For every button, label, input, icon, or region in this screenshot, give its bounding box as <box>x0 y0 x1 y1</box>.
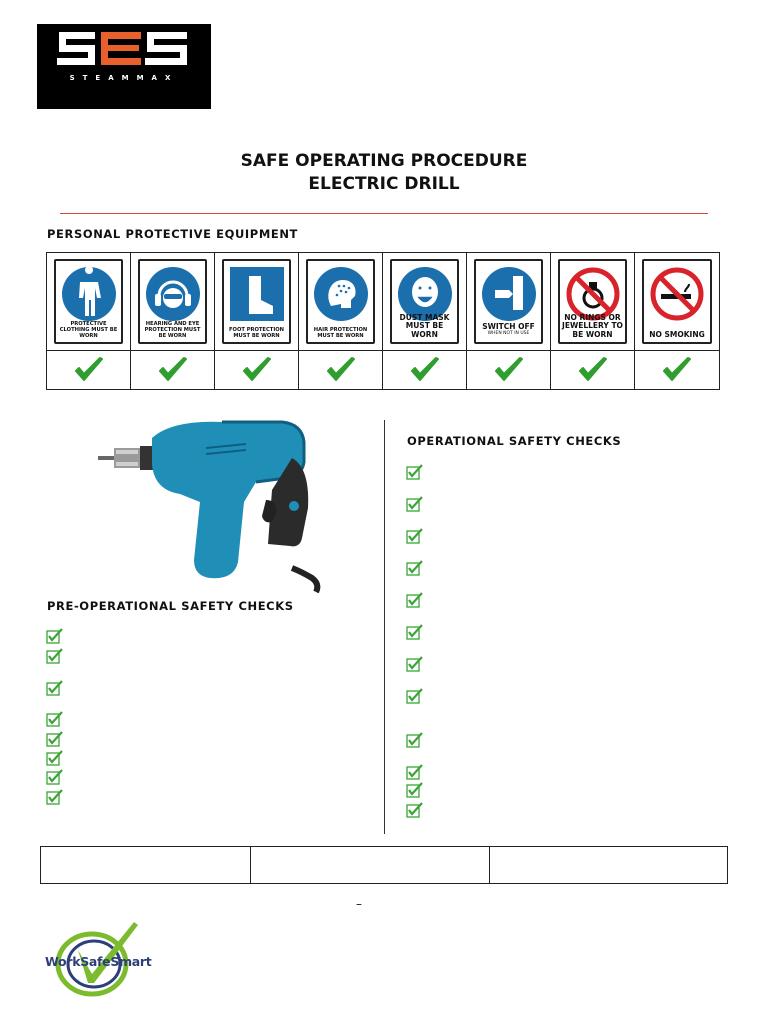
checkbox-tick-icon <box>406 560 423 576</box>
checkmark-icon <box>578 357 608 383</box>
footer-dash: – <box>356 897 362 911</box>
no-smoking-icon <box>649 266 705 322</box>
ppe-sign <box>54 259 123 344</box>
ppe-sign-label: NO SMOKING <box>649 329 705 339</box>
ppe-required-cell <box>131 351 215 389</box>
checkbox-tick-icon <box>46 628 63 644</box>
logo-tagline: STEAMMAX <box>69 74 179 82</box>
ppe-sign-cell <box>467 253 551 351</box>
ppe-sign-cell <box>47 253 131 351</box>
checkmark-icon <box>326 357 356 383</box>
ppe-sign-cell <box>299 253 383 351</box>
checkbox-tick-icon <box>406 732 423 748</box>
ppe-required-cell <box>299 351 383 389</box>
switch-off-icon <box>481 266 537 322</box>
checkbox-tick-icon <box>46 789 63 805</box>
ppe-sign <box>474 259 543 344</box>
checkbox-tick-icon <box>46 711 63 727</box>
ppe-sign-cell <box>635 253 719 351</box>
pre-operational-heading: PRE-OPERATIONAL SAFETY CHECKS <box>47 599 294 613</box>
column-divider <box>384 420 385 834</box>
ppe-sign-cell <box>383 253 467 351</box>
ppe-sign-cell <box>131 253 215 351</box>
title-line-2: ELECTRIC DRILL <box>308 174 460 194</box>
signature-cell <box>251 847 490 883</box>
ppe-sign <box>306 259 375 344</box>
ppe-sign-label: HAIR PROTECTION MUST BE WORN <box>313 327 368 339</box>
ppe-sign-label: PROTECTIVE CLOTHING MUST BE WORN <box>59 321 118 339</box>
checkmark-icon <box>494 357 524 383</box>
checkbox-tick-icon <box>46 750 63 766</box>
checkbox-tick-icon <box>406 764 423 780</box>
page-title <box>0 150 768 196</box>
checkbox-tick-icon <box>406 592 423 608</box>
protective-clothing-icon <box>61 266 117 322</box>
checkbox-tick-icon <box>406 528 423 544</box>
checkbox-tick-icon <box>406 496 423 512</box>
signature-cell <box>490 847 727 883</box>
ppe-sign <box>390 259 459 344</box>
ppe-sign <box>558 259 627 344</box>
ppe-required-cell <box>47 351 131 389</box>
title-divider <box>60 213 708 214</box>
checkmark-icon <box>158 357 188 383</box>
checkbox-tick-icon <box>46 769 63 785</box>
checkmark-icon <box>74 357 104 383</box>
checkmark-icon <box>410 357 440 383</box>
ppe-sign-label: FOOT PROTECTION MUST BE WORN <box>228 327 285 339</box>
ppe-sign <box>138 259 207 344</box>
checkbox-tick-icon <box>406 782 423 798</box>
ppe-sign-label: HEARING AND EYE PROTECTION MUST BE WORN <box>144 321 201 339</box>
operational-heading: OPERATIONAL SAFETY CHECKS <box>407 434 622 448</box>
worksafesmart-logo-text: WorkSafeSmart <box>45 954 152 969</box>
checkbox-tick-icon <box>406 656 423 672</box>
steammax-logo <box>37 24 211 109</box>
checkbox-tick-icon <box>46 731 63 747</box>
ppe-sign-label <box>477 323 540 337</box>
ppe-sign-label: NO RINGS OR JEWELLERY TO BE WORN <box>562 312 623 339</box>
checkmark-icon <box>662 357 692 383</box>
hearing-eye-protection-icon <box>145 266 201 322</box>
ppe-required-cell <box>635 351 719 389</box>
checkmark-icon <box>242 357 272 383</box>
ppe-heading: PERSONAL PROTECTIVE EQUIPMENT <box>47 227 298 241</box>
signature-cell <box>41 847 251 883</box>
checkbox-tick-icon <box>406 688 423 704</box>
ppe-sign <box>222 259 291 344</box>
ppe-required-cell <box>383 351 467 389</box>
ppe-sign <box>642 259 712 344</box>
ppe-required-cell <box>215 351 299 389</box>
ppe-sign-cell <box>551 253 635 351</box>
hair-protection-icon <box>313 266 369 322</box>
ppe-sign-cell <box>215 253 299 351</box>
checkbox-tick-icon <box>406 464 423 480</box>
electric-drill-image <box>96 418 331 593</box>
foot-protection-icon <box>229 266 285 322</box>
signature-table <box>40 846 728 884</box>
ppe-sign-label: DUST MASK MUST BE WORN <box>399 312 450 339</box>
checkbox-tick-icon <box>406 624 423 640</box>
checkbox-tick-icon <box>46 648 63 664</box>
switch-off-sublabel: WHEN NOT IN USE <box>487 331 530 336</box>
title-line-1: SAFE OPERATING PROCEDURE <box>240 151 528 171</box>
switch-off-label: SWITCH OFF <box>482 321 535 331</box>
ppe-required-cell <box>467 351 551 389</box>
checkbox-tick-icon <box>46 680 63 696</box>
ppe-required-cell <box>551 351 635 389</box>
ppe-table <box>46 252 720 390</box>
checkbox-tick-icon <box>406 802 423 818</box>
